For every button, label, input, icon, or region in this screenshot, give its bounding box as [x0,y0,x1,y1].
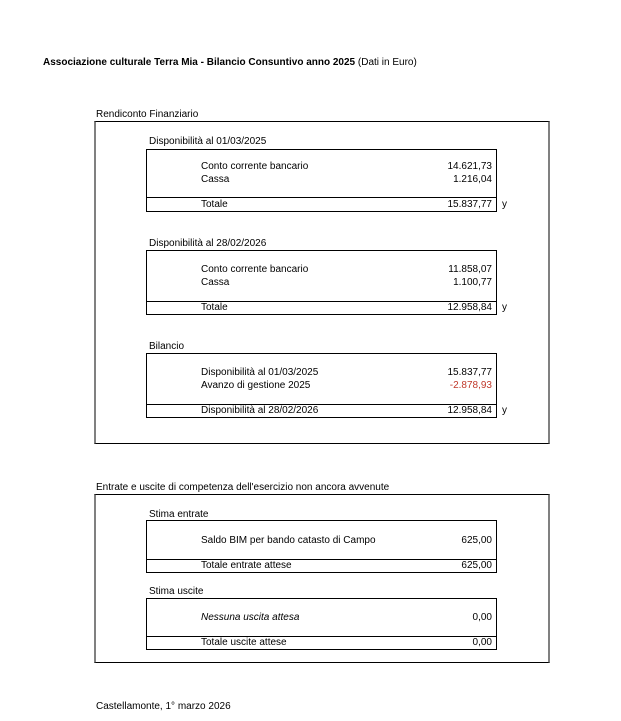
total-value: 12.958,84 [447,302,492,313]
total-label: Totale [201,302,228,313]
row-value: 1.216,04 [453,174,492,185]
uscite-label: Stima uscite [149,586,204,597]
title-suffix: (Dati in Euro) [357,57,417,68]
total-label: Disponibilità al 28/02/2026 [201,405,319,416]
row-label: Cassa [201,277,230,288]
total-divider [147,559,496,560]
row-label: Avanzo di gestione 2025 [201,380,311,391]
place-date: Castellamonte, 1° marzo 2026 [96,701,231,712]
total-value: 0,00 [472,637,492,648]
entrate-table [146,520,497,573]
row-label: Cassa [201,174,230,185]
check-mark: y [502,302,507,313]
row-label: Conto corrente bancario [201,264,309,275]
row-label: Saldo BIM per bando catasto di Campo [201,535,376,546]
start-availability-table [146,149,497,212]
total-value: 12.958,84 [447,405,492,416]
row-value: 11.858,07 [448,264,492,275]
total-label: Totale [201,199,228,210]
total-divider [147,197,496,198]
row-label: Disponibilità al 01/03/2025 [201,367,319,378]
total-divider [147,636,496,637]
uscite-table [146,598,497,650]
row-value: 15.837,77 [447,367,492,378]
end-availability-label: Disponibilità al 28/02/2026 [149,238,267,249]
check-mark: y [502,405,507,416]
row-value: 1.100,77 [453,277,492,288]
total-label: Totale entrate attese [201,560,292,571]
row-label: Conto corrente bancario [201,161,309,172]
total-label: Totale uscite attese [201,637,287,648]
bilancio-table [146,353,497,418]
total-divider [147,301,496,302]
row-value: 625,00 [461,535,492,546]
total-divider [147,404,496,405]
row-value: 14.621,73 [447,161,492,172]
document-title [43,57,417,68]
section-label-competenza: Entrate e uscite di competenza dell'esercizio non ancora avvenute [96,482,390,493]
end-availability-table [146,250,497,315]
row-label: Nessuna uscita attesa [201,612,300,623]
entrate-label: Stima entrate [149,509,209,520]
row-value: 0,00 [472,612,492,623]
start-availability-label: Disponibilità al 01/03/2025 [149,136,267,147]
bilancio-label: Bilancio [149,341,185,352]
title-main: Associazione culturale Terra Mia - Bilancio Consuntivo anno 2025 [43,57,356,68]
section-label-rendiconto: Rendiconto Finanziario [96,109,199,120]
row-value-negative: -2.878,93 [449,380,492,391]
total-value: 625,00 [461,560,492,571]
total-value: 15.837,77 [447,199,492,210]
check-mark: y [502,199,507,210]
